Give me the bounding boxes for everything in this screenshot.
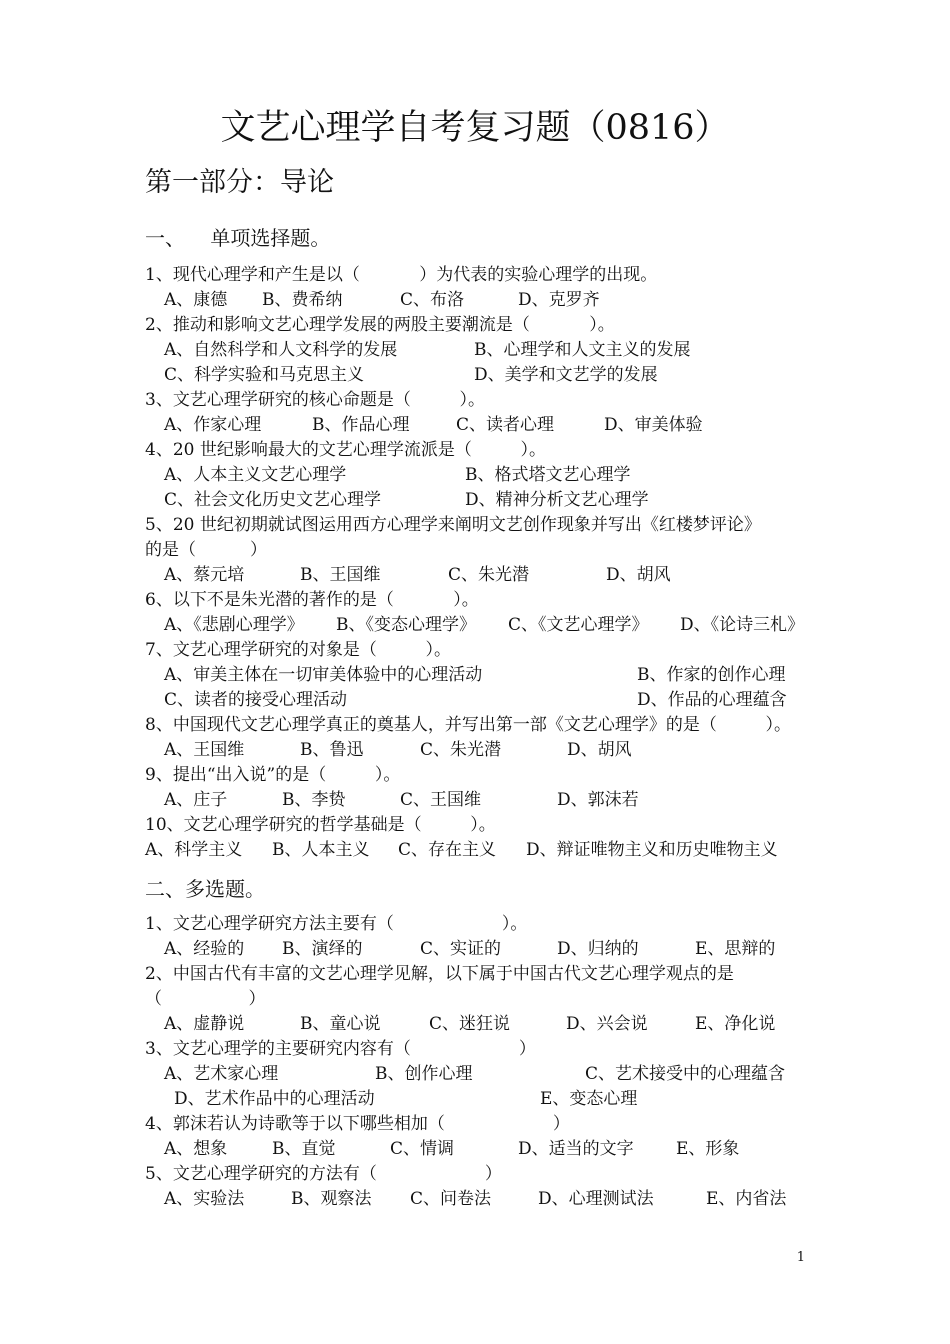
option: E、思辩的 (695, 939, 776, 959)
question-text: 2、中国古代有丰富的文艺心理学见解，以下属于中国古代文艺心理学观点的是 (145, 964, 734, 984)
option: B、王国维 (300, 565, 381, 585)
option: B、作家的创作心理 (637, 665, 786, 685)
option: D、胡风 (606, 565, 671, 585)
option: C、社会文化历史文艺心理学 (164, 490, 382, 510)
option: A、艺术家心理 (164, 1064, 279, 1084)
option: D、归纳的 (557, 939, 639, 959)
option: E、形象 (676, 1139, 740, 1159)
question-text: 3、文艺心理学研究的核心命题是（ ）。 (145, 390, 485, 410)
option: B、心理学和人文主义的发展 (474, 340, 691, 360)
option: D、兴会说 (566, 1014, 648, 1034)
option: E、内省法 (706, 1189, 787, 1209)
question-text: 3、文艺心理学的主要研究内容有（ ） (145, 1039, 536, 1059)
option: B、创作心理 (375, 1064, 473, 1084)
question-text-continued: 的是（ ） (145, 540, 268, 560)
document-title: 文艺心理学自考复习题（0816） (220, 108, 730, 148)
option: A、蔡元培 (164, 565, 245, 585)
option: C、存在主义 (398, 840, 497, 860)
option: D、克罗齐 (518, 290, 600, 310)
option: B、作品心理 (312, 415, 410, 435)
option: A、自然科学和人文科学的发展 (164, 340, 398, 360)
option: D、郭沫若 (557, 790, 639, 810)
option: A、庄子 (164, 790, 228, 810)
question-text: 6、以下不是朱光潜的著作的是（ ）。 (145, 590, 479, 610)
option: B、童心说 (300, 1014, 381, 1034)
question-text: 5、文艺心理学研究的方法有（ ） (145, 1164, 502, 1184)
option: B、直觉 (272, 1139, 336, 1159)
option: B、鲁迅 (300, 740, 364, 760)
option: A、作家心理 (164, 415, 262, 435)
option: C、读者的接受心理活动 (164, 690, 348, 710)
option: A、《悲剧心理学》 (164, 615, 304, 635)
question-text: 2、推动和影响文艺心理学发展的两股主要潮流是（ ）。 (145, 315, 615, 335)
option: B、李贽 (282, 790, 346, 810)
option: A、王国维 (164, 740, 245, 760)
section-heading-multi: 二、多选题。 (145, 877, 265, 901)
option: C、王国维 (400, 790, 482, 810)
option: B、人本主义 (272, 840, 370, 860)
question-text: 4、郭沫若认为诗歌等于以下哪些相加（ ） (145, 1114, 570, 1134)
option: A、康德 (164, 290, 228, 310)
option: B、演绎的 (282, 939, 363, 959)
option: A、想象 (164, 1139, 228, 1159)
option: C、迷狂说 (429, 1014, 511, 1034)
option: C、情调 (390, 1139, 455, 1159)
question-text: 7、文艺心理学研究的对象是（ ）。 (145, 640, 451, 660)
option: D、适当的文字 (518, 1139, 634, 1159)
question-text: 1、现代心理学和产生是以（ ）为代表的实验心理学的出现。 (145, 265, 658, 285)
option: C、《文艺心理学》 (508, 615, 649, 635)
option: B、格式塔文艺心理学 (465, 465, 631, 485)
option: E、净化说 (695, 1014, 776, 1034)
option: D、《论诗三札》 (680, 615, 805, 635)
question-text: 9、提出“出入说”的是（ ）。 (145, 765, 401, 785)
option: C、艺术接受中的心理蕴含 (585, 1064, 786, 1084)
option: C、读者心理 (456, 415, 555, 435)
question-text: 10、文艺心理学研究的哲学基础是（ ）。 (145, 815, 496, 835)
page-number: 1 (796, 1250, 805, 1265)
part-heading: 第一部分：导论 (145, 167, 334, 198)
option: D、心理测试法 (538, 1189, 654, 1209)
option: C、布洛 (400, 290, 465, 310)
option: A、虚静说 (164, 1014, 245, 1034)
option: B、观察法 (291, 1189, 372, 1209)
option: B、费希纳 (262, 290, 343, 310)
option: C、朱光潜 (420, 740, 502, 760)
option: C、问卷法 (410, 1189, 492, 1209)
option: C、科学实验和马克思主义 (164, 365, 365, 385)
question-text: 4、20 世纪影响最大的文艺心理学流派是（ ）。 (145, 440, 546, 460)
question-text: 5、20 世纪初期就试图运用西方心理学来阐明文艺创作现象并写出《红楼梦评论》 (145, 515, 761, 535)
option: A、人本主义文艺心理学 (164, 465, 347, 485)
option: D、精神分析文艺心理学 (465, 490, 649, 510)
option: A、经验的 (164, 939, 245, 959)
option: D、艺术作品中的心理活动 (174, 1089, 375, 1109)
option: D、美学和文艺学的发展 (474, 365, 658, 385)
option: D、胡风 (567, 740, 632, 760)
option: B、《变态心理学》 (336, 615, 476, 635)
question-text: 1、文艺心理学研究方法主要有（ ）。 (145, 914, 528, 934)
option: A、审美主体在一切审美体验中的心理活动 (164, 665, 483, 685)
option: D、辩证唯物主义和历史唯物主义 (526, 840, 778, 860)
option: E、变态心理 (540, 1089, 638, 1109)
option: D、审美体验 (604, 415, 703, 435)
option: A、实验法 (164, 1189, 245, 1209)
option: C、实证的 (420, 939, 502, 959)
option: D、作品的心理蕴含 (637, 690, 787, 710)
option: C、朱光潜 (448, 565, 530, 585)
section-heading-single: 一、 单项选择题。 (145, 226, 331, 250)
option: A、科学主义 (145, 840, 243, 860)
question-text: 8、中国现代文艺心理学真正的奠基人，并写出第一部《文艺心理学》的是（ ）。 (145, 715, 791, 735)
question-text-continued: （ ） (145, 989, 266, 1009)
